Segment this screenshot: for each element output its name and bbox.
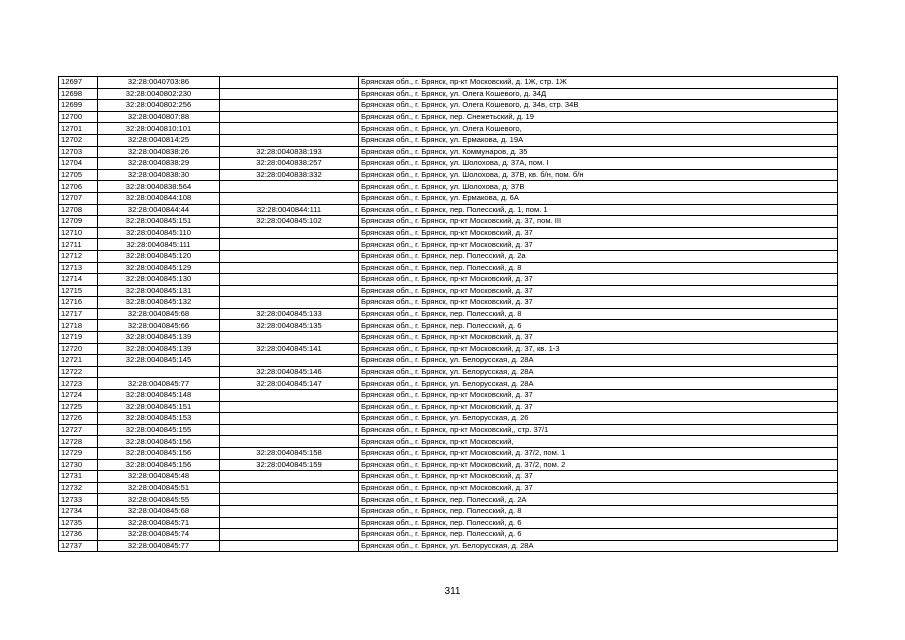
cell-address: Брянская обл., г. Брянск, ул. Белорусская, д. 28А: [359, 366, 838, 378]
cell-address: Брянская обл., г. Брянск, ул. Коммунаров, д. 35: [359, 146, 838, 158]
cell-cadastral-number: 32:28:0040845:153: [98, 413, 220, 425]
table-row: [59, 192, 838, 204]
cell-record-number: 12713: [59, 262, 98, 274]
cell-related-cadastral-number: [220, 134, 359, 146]
cell-address: Брянская обл., г. Брянск, пер. Полесский, д. 6: [359, 529, 838, 541]
table-row: [59, 459, 838, 471]
cell-cadastral-number: 32:28:0040810:101: [98, 123, 220, 135]
cell-address: Брянская обл., г. Брянск, ул. Олега Кошевого, д. 34Д: [359, 88, 838, 100]
table-row: [59, 181, 838, 193]
cell-address: Брянская обл., г. Брянск, пер. Полесский, д. 8: [359, 308, 838, 320]
cell-related-cadastral-number: 32:28:0040845:141: [220, 343, 359, 355]
cell-cadastral-number: 32:28:0040845:130: [98, 274, 220, 286]
cell-cadastral-number: 32:28:0040802:256: [98, 100, 220, 112]
table-row: [59, 390, 838, 402]
cell-address: Брянская обл., г. Брянск, пр-кт Московский, д. 37: [359, 390, 838, 402]
cell-record-number: 12710: [59, 227, 98, 239]
cell-cadastral-number: 32:28:0040845:111: [98, 239, 220, 251]
table-row: [59, 274, 838, 286]
cell-address: Брянская обл., г. Брянск, пр-кт Московский, д. 37, кв. 1-3: [359, 343, 838, 355]
records-table: [58, 76, 838, 552]
cell-record-number: 12716: [59, 297, 98, 309]
cell-address: Брянская обл., г. Брянск, пр-кт Московский, д. 37/2, пом. 2: [359, 459, 838, 471]
cell-record-number: 12732: [59, 482, 98, 494]
table-row: [59, 158, 838, 170]
cell-record-number: 12735: [59, 517, 98, 529]
cell-address: Брянская обл., г. Брянск, пер. Полесский, д. 1, пом. 1: [359, 204, 838, 216]
table-row: [59, 366, 838, 378]
records-table-body: [59, 77, 838, 552]
cell-record-number: 12733: [59, 494, 98, 506]
table-row: [59, 505, 838, 517]
table-row: [59, 517, 838, 529]
cell-record-number: 12714: [59, 274, 98, 286]
cell-related-cadastral-number: [220, 250, 359, 262]
cell-address: Брянская обл., г. Брянск, ул. Шолохова, д. 37А, пом. I: [359, 158, 838, 170]
cell-cadastral-number: 32:28:0040845:132: [98, 297, 220, 309]
cell-related-cadastral-number: 32:28:0040838:332: [220, 169, 359, 181]
table-row: [59, 436, 838, 448]
cell-record-number: 12698: [59, 88, 98, 100]
table-row: [59, 401, 838, 413]
cell-record-number: 12707: [59, 192, 98, 204]
cell-cadastral-number: 32:28:0040845:151: [98, 216, 220, 228]
table-row: [59, 88, 838, 100]
cell-cadastral-number: [98, 366, 220, 378]
table-row: [59, 134, 838, 146]
cell-record-number: 12724: [59, 390, 98, 402]
cell-cadastral-number: 32:28:0040845:77: [98, 378, 220, 390]
cell-record-number: 12700: [59, 111, 98, 123]
cell-related-cadastral-number: [220, 424, 359, 436]
cell-cadastral-number: 32:28:0040845:110: [98, 227, 220, 239]
cell-record-number: 12727: [59, 424, 98, 436]
cell-related-cadastral-number: [220, 401, 359, 413]
cell-record-number: 12720: [59, 343, 98, 355]
cell-related-cadastral-number: [220, 181, 359, 193]
cell-address: Брянская обл., г. Брянск, ул. Белорусская, д. 26: [359, 413, 838, 425]
cell-address: Брянская обл., г. Брянск, пр-кт Московский, д. 37: [359, 239, 838, 251]
cell-record-number: 12730: [59, 459, 98, 471]
table-row: [59, 239, 838, 251]
cell-related-cadastral-number: 32:28:0040845:147: [220, 378, 359, 390]
cell-cadastral-number: 32:28:0040845:145: [98, 355, 220, 367]
cell-related-cadastral-number: [220, 297, 359, 309]
cell-address: Брянская обл., г. Брянск, пр-кт Московский, д. 37: [359, 332, 838, 344]
table-row: [59, 297, 838, 309]
cell-address: Брянская обл., г. Брянск, пр-кт Московский, д. 37: [359, 482, 838, 494]
cell-record-number: 12718: [59, 320, 98, 332]
table-row: [59, 100, 838, 112]
table-row: [59, 227, 838, 239]
cell-address: Брянская обл., г. Брянск, пр-кт Московский, д. 37: [359, 401, 838, 413]
cell-related-cadastral-number: [220, 77, 359, 89]
cell-cadastral-number: 32:28:0040845:77: [98, 540, 220, 552]
cell-address: Брянская обл., г. Брянск, пер. Полесский, д. 6: [359, 517, 838, 529]
cell-address: Брянская обл., г. Брянск, ул. Шолохова, д. 37В, кв. б/н, пом. б/н: [359, 169, 838, 181]
cell-related-cadastral-number: [220, 413, 359, 425]
cell-address: Брянская обл., г. Брянск, ул. Белорусская, д. 28А: [359, 355, 838, 367]
cell-cadastral-number: 32:28:0040802:230: [98, 88, 220, 100]
table-row: [59, 529, 838, 541]
cell-related-cadastral-number: [220, 262, 359, 274]
table-row: [59, 216, 838, 228]
cell-address: Брянская обл., г. Брянск, пр-кт Московский,, стр. 37/1: [359, 424, 838, 436]
cell-cadastral-number: 32:28:0040807:88: [98, 111, 220, 123]
cell-cadastral-number: 32:28:0040838:30: [98, 169, 220, 181]
table-row: [59, 262, 838, 274]
cell-related-cadastral-number: [220, 355, 359, 367]
cell-related-cadastral-number: [220, 274, 359, 286]
cell-record-number: 12736: [59, 529, 98, 541]
cell-record-number: 12731: [59, 471, 98, 483]
cell-record-number: 12726: [59, 413, 98, 425]
table-row: [59, 123, 838, 135]
cell-record-number: 12709: [59, 216, 98, 228]
cell-cadastral-number: 32:28:0040845:66: [98, 320, 220, 332]
cell-record-number: 12717: [59, 308, 98, 320]
table-row: [59, 540, 838, 552]
cell-related-cadastral-number: 32:28:0040845:158: [220, 448, 359, 460]
cell-related-cadastral-number: [220, 123, 359, 135]
cell-related-cadastral-number: 32:28:0040845:133: [220, 308, 359, 320]
cell-record-number: 12734: [59, 505, 98, 517]
table-row: [59, 332, 838, 344]
cell-record-number: 12704: [59, 158, 98, 170]
cell-record-number: 12705: [59, 169, 98, 181]
cell-record-number: 12712: [59, 250, 98, 262]
cell-address: Брянская обл., г. Брянск, ул. Олега Кошевого,: [359, 123, 838, 135]
cell-related-cadastral-number: 32:28:0040838:257: [220, 158, 359, 170]
cell-related-cadastral-number: [220, 332, 359, 344]
table-row: [59, 378, 838, 390]
cell-record-number: 12722: [59, 366, 98, 378]
cell-related-cadastral-number: [220, 192, 359, 204]
cell-cadastral-number: 32:28:0040844:108: [98, 192, 220, 204]
cell-cadastral-number: 32:28:0040844:44: [98, 204, 220, 216]
cell-address: Брянская обл., г. Брянск, пр-кт Московский, д. 37: [359, 297, 838, 309]
cell-address: Брянская обл., г. Брянск, пер. Полесский, д. 2а: [359, 250, 838, 262]
cell-cadastral-number: 32:28:0040845:68: [98, 505, 220, 517]
cell-address: Брянская обл., г. Брянск, ул. Олега Кошевого, д. 34в, стр. 34В: [359, 100, 838, 112]
cell-address: Брянская обл., г. Брянск, ул. Ермакова, д. 19А: [359, 134, 838, 146]
cell-address: Брянская обл., г. Брянск, ул. Белорусская, д. 28А: [359, 378, 838, 390]
table-row: [59, 146, 838, 158]
cell-related-cadastral-number: [220, 529, 359, 541]
page-number: 311: [444, 586, 461, 597]
cell-cadastral-number: 32:28:0040838:29: [98, 158, 220, 170]
cell-cadastral-number: 32:28:0040845:51: [98, 482, 220, 494]
cell-related-cadastral-number: 32:28:0040838:193: [220, 146, 359, 158]
cell-cadastral-number: 32:28:0040845:129: [98, 262, 220, 274]
cell-record-number: 12729: [59, 448, 98, 460]
cell-cadastral-number: 32:28:0040845:120: [98, 250, 220, 262]
table-row: [59, 482, 838, 494]
table-row: [59, 448, 838, 460]
cell-address: Брянская обл., г. Брянск, пер. Полесский, д. 8: [359, 505, 838, 517]
cell-related-cadastral-number: [220, 517, 359, 529]
cell-record-number: 12703: [59, 146, 98, 158]
cell-address: Брянская обл., г. Брянск, ул. Белорусская, д. 28А: [359, 540, 838, 552]
cell-address: Брянская обл., г. Брянск, пр-кт Московский, д. 37/2, пом. 1: [359, 448, 838, 460]
cell-record-number: 12721: [59, 355, 98, 367]
cell-related-cadastral-number: [220, 227, 359, 239]
cell-related-cadastral-number: [220, 390, 359, 402]
cell-record-number: 12708: [59, 204, 98, 216]
table-row: [59, 204, 838, 216]
cell-address: Брянская обл., г. Брянск, пр-кт Московский, д. 37: [359, 274, 838, 286]
cell-address: Брянская обл., г. Брянск, пр-кт Московский,: [359, 436, 838, 448]
table-row: [59, 308, 838, 320]
table-row: [59, 343, 838, 355]
table-row: [59, 424, 838, 436]
cell-cadastral-number: 32:28:0040845:48: [98, 471, 220, 483]
cell-related-cadastral-number: [220, 505, 359, 517]
cell-address: Брянская обл., г. Брянск, ул. Ермакова, д. 6А: [359, 192, 838, 204]
cell-related-cadastral-number: [220, 100, 359, 112]
table-row: [59, 320, 838, 332]
cell-address: Брянская обл., г. Брянск, пр-кт Московский, д. 37: [359, 471, 838, 483]
cell-related-cadastral-number: 32:28:0040845:135: [220, 320, 359, 332]
cell-cadastral-number: 32:28:0040845:156: [98, 448, 220, 460]
cell-record-number: 12699: [59, 100, 98, 112]
cell-related-cadastral-number: 32:28:0040845:159: [220, 459, 359, 471]
cell-record-number: 12719: [59, 332, 98, 344]
cell-cadastral-number: 32:28:0040845:148: [98, 390, 220, 402]
cell-address: Брянская обл., г. Брянск, пер. Полесский, д. 8: [359, 262, 838, 274]
table-row: [59, 471, 838, 483]
cell-record-number: 12697: [59, 77, 98, 89]
cell-related-cadastral-number: [220, 111, 359, 123]
cell-cadastral-number: 32:28:0040845:55: [98, 494, 220, 506]
cell-related-cadastral-number: [220, 494, 359, 506]
cell-cadastral-number: 32:28:0040845:151: [98, 401, 220, 413]
cell-related-cadastral-number: [220, 540, 359, 552]
cell-related-cadastral-number: 32:28:0040845:102: [220, 216, 359, 228]
table-row: [59, 494, 838, 506]
cell-cadastral-number: 32:28:0040845:139: [98, 343, 220, 355]
cell-address: Брянская обл., г. Брянск, пр-кт Московский, д. 37: [359, 285, 838, 297]
cell-cadastral-number: 32:28:0040845:156: [98, 436, 220, 448]
cell-related-cadastral-number: [220, 436, 359, 448]
cell-address: Брянская обл., г. Брянск, пр-кт Московский, д. 37: [359, 227, 838, 239]
cell-cadastral-number: 32:28:0040845:131: [98, 285, 220, 297]
cell-cadastral-number: 32:28:0040845:68: [98, 308, 220, 320]
cell-cadastral-number: 32:28:0040845:155: [98, 424, 220, 436]
cell-record-number: 12711: [59, 239, 98, 251]
cell-cadastral-number: 32:28:0040838:26: [98, 146, 220, 158]
cell-address: Брянская обл., г. Брянск, ул. Шолохова, д. 37В: [359, 181, 838, 193]
cell-related-cadastral-number: [220, 482, 359, 494]
cell-cadastral-number: 32:28:0040838:564: [98, 181, 220, 193]
cell-related-cadastral-number: [220, 239, 359, 251]
table-row: [59, 355, 838, 367]
cell-related-cadastral-number: [220, 471, 359, 483]
cell-cadastral-number: 32:28:0040814:25: [98, 134, 220, 146]
cell-cadastral-number: 32:28:0040845:71: [98, 517, 220, 529]
cell-related-cadastral-number: 32:28:0040844:111: [220, 204, 359, 216]
cell-related-cadastral-number: [220, 285, 359, 297]
table-row: [59, 413, 838, 425]
cell-record-number: 12737: [59, 540, 98, 552]
cell-address: Брянская обл., г. Брянск, пер. Полесский, д. 6: [359, 320, 838, 332]
table-row: [59, 77, 838, 89]
cell-record-number: 12728: [59, 436, 98, 448]
cell-related-cadastral-number: [220, 88, 359, 100]
table-row: [59, 169, 838, 181]
cell-cadastral-number: 32:28:0040845:74: [98, 529, 220, 541]
cell-address: Брянская обл., г. Брянск, пр-кт Московский, д. 37, пом. III: [359, 216, 838, 228]
cell-record-number: 12706: [59, 181, 98, 193]
cell-record-number: 12701: [59, 123, 98, 135]
cell-related-cadastral-number: 32:28:0040845:146: [220, 366, 359, 378]
cell-record-number: 12715: [59, 285, 98, 297]
table-row: [59, 111, 838, 123]
table-row: [59, 285, 838, 297]
cell-cadastral-number: 32:28:0040845:156: [98, 459, 220, 471]
cell-record-number: 12723: [59, 378, 98, 390]
cell-record-number: 12725: [59, 401, 98, 413]
table-row: [59, 250, 838, 262]
cell-cadastral-number: 32:28:0040845:139: [98, 332, 220, 344]
cell-record-number: 12702: [59, 134, 98, 146]
cell-address: Брянская обл., г. Брянск, пр-кт Московский, д. 1Ж, стр. 1Ж: [359, 77, 838, 89]
cell-address: Брянская обл., г. Брянск, пер. Снежетьский, д. 19: [359, 111, 838, 123]
cell-address: Брянская обл., г. Брянск, пер. Полесский, д. 2А: [359, 494, 838, 506]
cell-cadastral-number: 32:28:0040703:86: [98, 77, 220, 89]
